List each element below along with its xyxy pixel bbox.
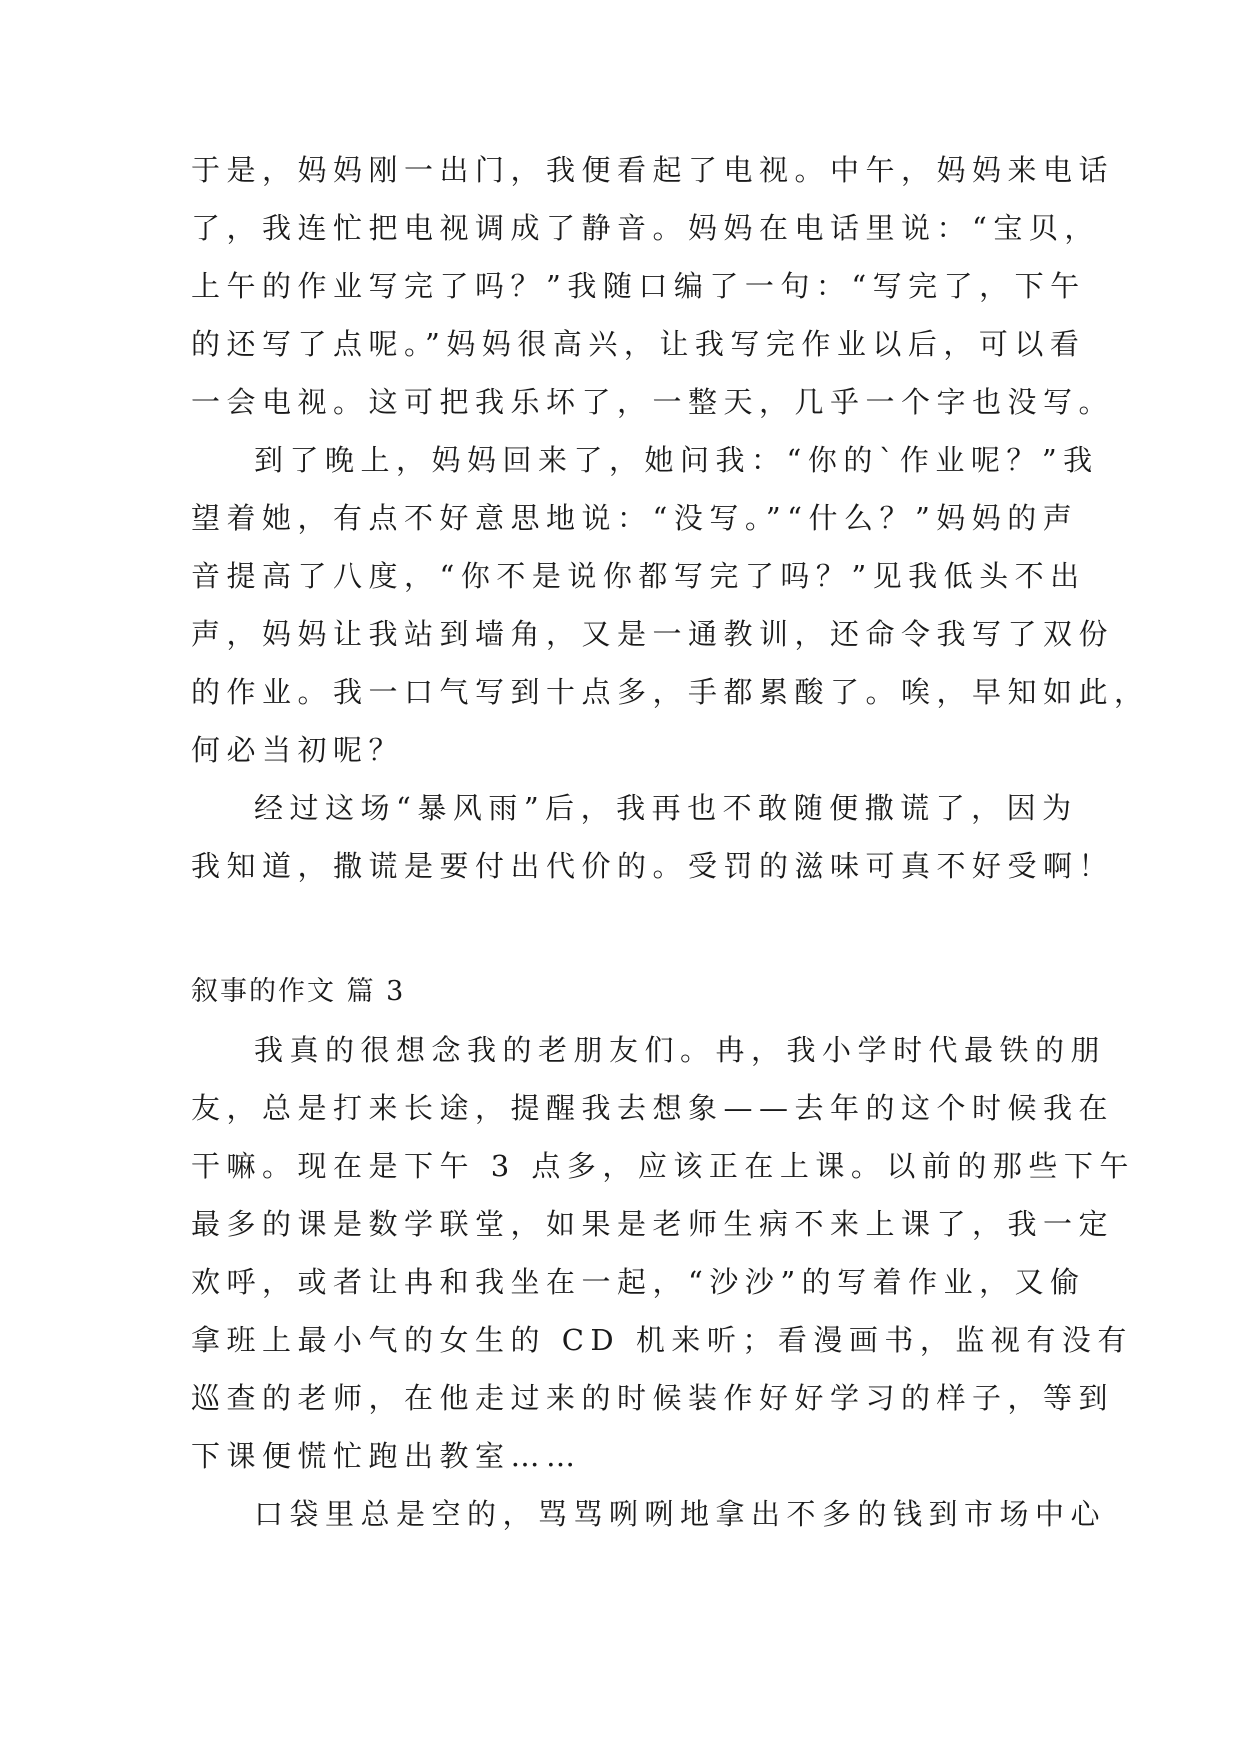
paragraph-line: 的还写了点呢。”妈妈很高兴，让我写完作业以后，可以看 bbox=[191, 327, 1086, 361]
paragraph-line: 一会电视。这可把我乐坏了，一整天，几乎一个字也没写。 bbox=[191, 385, 1115, 419]
paragraph-line: 下课便慌忙跑出教室…… bbox=[191, 1439, 582, 1473]
paragraph-line: 何必当初呢？ bbox=[191, 733, 405, 767]
paragraph-line: 了，我连忙把电视调成了静音。妈妈在电话里说：“宝贝， bbox=[191, 211, 1100, 245]
paragraph-line: 拿班上最小气的女生的 CD 机来听；看漫画书，监视有没有 bbox=[191, 1323, 1133, 1357]
paragraph-line: 干嘛。现在是下午 3 点多，应该正在上课。以前的那些下午 bbox=[191, 1149, 1135, 1183]
paragraph-line: 欢呼，或者让冉和我坐在一起，“沙沙”的写着作业，又偷 bbox=[191, 1265, 1086, 1299]
paragraph-line: 上午的作业写完了吗？”我随口编了一句：“写完了，下午 bbox=[191, 269, 1086, 303]
paragraph-line: 到了晚上，妈妈回来了，她问我：“你的`作业呢？”我 bbox=[254, 443, 1099, 477]
paragraph-line: 友，总是打来长途，提醒我去想象——去年的这个时候我在 bbox=[191, 1091, 1115, 1125]
paragraph-line: 我真的很想念我的老朋友们。冉，我小学时代最铁的朋 bbox=[254, 1033, 1107, 1067]
paragraph-line: 我知道，撒谎是要付出代价的。受罚的滋味可真不好受啊！ bbox=[191, 849, 1115, 883]
paragraph-line: 巡查的老师，在他走过来的时候装作好好学习的样子，等到 bbox=[191, 1381, 1115, 1415]
paragraph-line: 于是，妈妈刚一出门，我便看起了电视。中午，妈妈来电话 bbox=[191, 153, 1115, 187]
paragraph-line: 声，妈妈让我站到墙角，又是一通教训，还命令我写了双份 bbox=[191, 617, 1115, 651]
paragraph-line: 音提高了八度，“你不是说你都写完了吗？”见我低头不出 bbox=[191, 559, 1086, 593]
paragraph-line: 口袋里总是空的，骂骂咧咧地拿出不多的钱到市场中心 bbox=[254, 1497, 1107, 1531]
section-heading: 叙事的作文 篇 3 bbox=[191, 976, 406, 1007]
paragraph-line: 望着她，有点不好意思地说：“没写。”“什么？”妈妈的声 bbox=[191, 501, 1079, 535]
paragraph-line: 最多的课是数学联堂，如果是老师生病不来上课了，我一定 bbox=[191, 1207, 1115, 1241]
paragraph-line: 经过这场“暴风雨”后，我再也不敢随便撒谎了，因为 bbox=[254, 791, 1078, 825]
paragraph-line: 的作业。我一口气写到十点多，手都累酸了。唉，早知如此， bbox=[191, 675, 1150, 709]
